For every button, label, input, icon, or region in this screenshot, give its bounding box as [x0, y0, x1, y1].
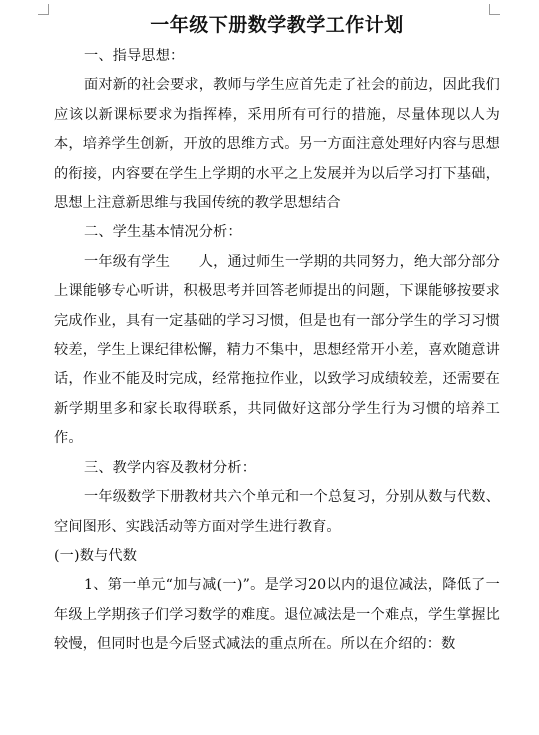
section-heading-student-analysis: 二、学生基本情况分析： [84, 224, 242, 241]
paragraph-content-analysis: 一年级数学下册教材共六个单元和一个总复习，分别从数与代数、空间图形、实践活动等方面对学生进行教育。 [54, 489, 500, 535]
document-page [54, 0, 500, 660]
paragraph-student-analysis: 一年级有学生 人，通过师生一学期的共同努力，绝大部分部分上课能够专心听讲，积极思考并回答老师提出的问题，下课能够按要求完成作业，具有一定基础的学习习惯，但是也有一部分学生的学习习惯较差，学生上课纪律松懈，精力不集中，思想经常开小差，喜欢随意讲话，作业不能及时完成，经常拖拉作业，以致学习成绩较差，还需要在新学期里多和家长取得联系，共同做好这部分学生行为习惯的培养工作。 [54, 253, 500, 447]
paragraph-unit-one: 1、第一单元“加与减(一)”。是学习20以内的退位减法，降低了一年级上学期孩子们学习数学的难度。退位减法是一个难点，学生掌握比较慢，但同时也是今后竖式减法的重点所在。所以在介绍的：数 [54, 577, 500, 653]
section-heading-guiding-thought: 一、指导思想： [84, 48, 185, 64]
subheading-numbers-and-algebra: (一)数与代数 [54, 547, 138, 564]
document-title: 一年级下册数学教学工作计划 [150, 14, 404, 36]
paragraph-guiding-thought: 面对新的社会要求，教师与学生应首先走了社会的前边，因此我们应该以新课标要求为指挥棒，采用所有可行的措施，尽量体现以人为本，培养学生创新，开放的思维方式。另一方面注意处理好内容与思想的衔接，内容要在学生上学期的水平之上发展并为以后学习打下基础，思想上注意新思维与我国传统的教学思想结合 [54, 77, 500, 212]
section-heading-content-analysis: 三、教学内容及教材分析： [84, 459, 257, 476]
page-corner-mark-left [38, 4, 49, 15]
